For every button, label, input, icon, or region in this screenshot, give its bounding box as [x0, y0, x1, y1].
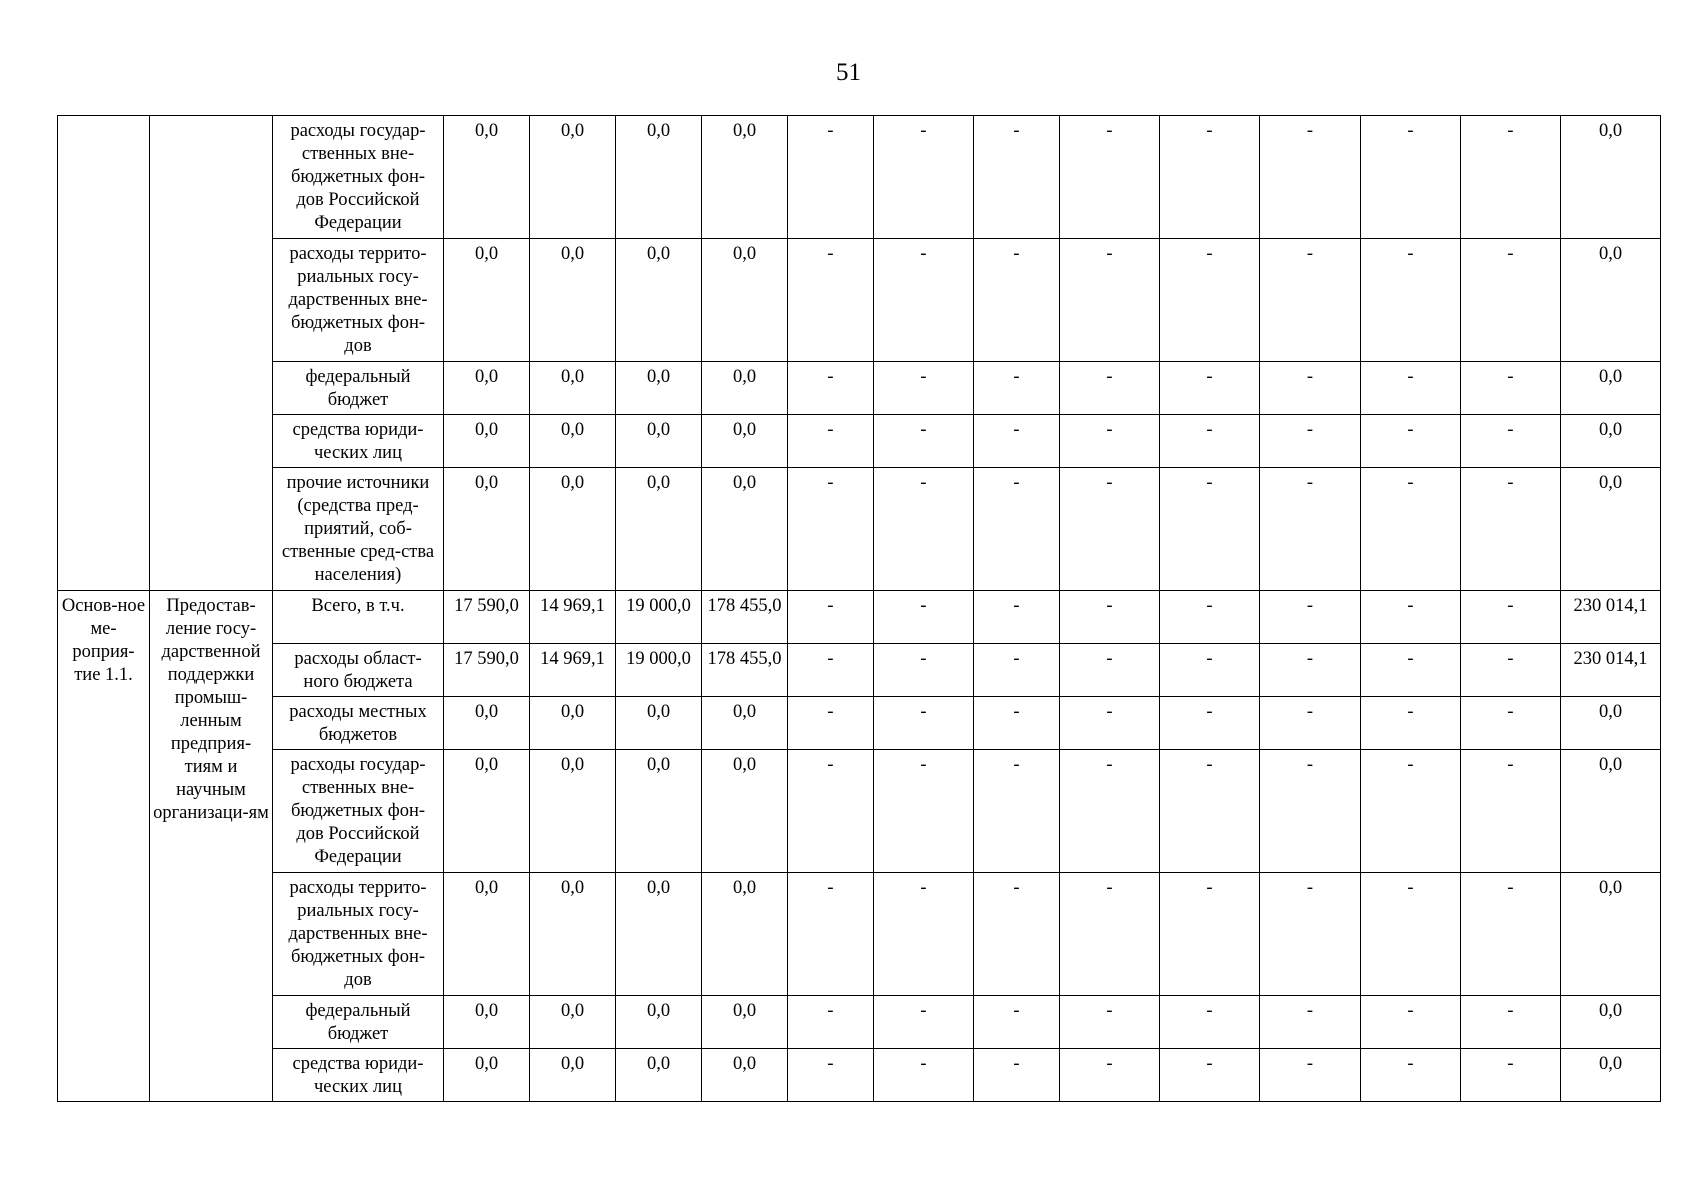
funding-source-cell: расходы государ-ственных вне-бюджетных фон-дов Российской Федерации: [273, 750, 444, 873]
value-cell: 178 455,0: [702, 644, 788, 697]
value-cell: 0,0: [1561, 697, 1661, 750]
value-cell: -: [1160, 644, 1260, 697]
value-cell: 14 969,1: [530, 644, 616, 697]
value-cell: -: [974, 873, 1060, 996]
value-cell: 0,0: [616, 996, 702, 1049]
value-cell: -: [1060, 468, 1160, 591]
value-cell: 0,0: [444, 1049, 530, 1102]
value-cell: 19 000,0: [616, 591, 702, 644]
value-cell: 0,0: [1561, 362, 1661, 415]
value-cell: -: [1160, 468, 1260, 591]
value-cell: 0,0: [444, 697, 530, 750]
value-cell: -: [1160, 591, 1260, 644]
value-cell: 0,0: [530, 362, 616, 415]
value-cell: -: [788, 996, 874, 1049]
funding-source-cell: расходы государ-ственных вне-бюджетных фон-дов Российской Федерации: [273, 116, 444, 239]
value-cell: -: [974, 591, 1060, 644]
table-row: [58, 873, 1661, 996]
funding-source-cell: федеральный бюджет: [273, 362, 444, 415]
value-cell: 0,0: [1561, 239, 1661, 362]
value-cell: 0,0: [616, 468, 702, 591]
value-cell: -: [1260, 996, 1361, 1049]
value-cell: -: [1060, 873, 1160, 996]
funding-source-cell: средства юриди-ческих лиц: [273, 1049, 444, 1102]
value-cell: -: [1160, 750, 1260, 873]
value-cell: 0,0: [702, 873, 788, 996]
value-cell: -: [788, 644, 874, 697]
table-row: [58, 750, 1661, 873]
value-cell: 0,0: [1561, 996, 1661, 1049]
value-cell: -: [1461, 996, 1561, 1049]
value-cell: 0,0: [530, 415, 616, 468]
value-cell: -: [1361, 362, 1461, 415]
value-cell: -: [1260, 750, 1361, 873]
value-cell: -: [1361, 644, 1461, 697]
table-row: [58, 644, 1661, 697]
table-row: [58, 1049, 1661, 1102]
value-cell: -: [974, 415, 1060, 468]
value-cell: -: [1361, 697, 1461, 750]
value-cell: -: [1461, 750, 1561, 873]
value-cell: 0,0: [530, 468, 616, 591]
value-cell: -: [1160, 116, 1260, 239]
value-cell: -: [788, 362, 874, 415]
value-cell: 0,0: [1561, 415, 1661, 468]
value-cell: 0,0: [616, 415, 702, 468]
value-cell: -: [1461, 239, 1561, 362]
funding-source-cell: прочие источники (средства пред-приятий, соб-ственные сред-ства населения): [273, 468, 444, 591]
value-cell: -: [1060, 116, 1160, 239]
value-cell: -: [1060, 415, 1160, 468]
value-cell: -: [1461, 1049, 1561, 1102]
value-cell: 0,0: [702, 415, 788, 468]
value-cell: -: [788, 116, 874, 239]
funding-source-cell: средства юриди-ческих лиц: [273, 415, 444, 468]
value-cell: -: [1260, 873, 1361, 996]
value-cell: -: [1361, 415, 1461, 468]
value-cell: -: [1160, 415, 1260, 468]
table-row: [58, 362, 1661, 415]
value-cell: -: [1361, 1049, 1461, 1102]
measure-cell: [58, 116, 150, 591]
value-cell: -: [1461, 697, 1561, 750]
value-cell: 0,0: [1561, 468, 1661, 591]
value-cell: -: [874, 415, 974, 468]
value-cell: -: [1260, 362, 1361, 415]
value-cell: 0,0: [702, 468, 788, 591]
funding-source-cell: расходы террито-риальных госу-дарственных вне-бюджетных фон-дов: [273, 873, 444, 996]
value-cell: -: [1461, 591, 1561, 644]
value-cell: -: [788, 239, 874, 362]
value-cell: 0,0: [444, 415, 530, 468]
value-cell: -: [1260, 1049, 1361, 1102]
value-cell: -: [874, 591, 974, 644]
value-cell: -: [1160, 362, 1260, 415]
page-number: 51: [836, 59, 861, 86]
value-cell: 0,0: [702, 750, 788, 873]
value-cell: -: [874, 362, 974, 415]
value-cell: -: [1461, 644, 1561, 697]
value-cell: -: [788, 697, 874, 750]
value-cell: 0,0: [530, 239, 616, 362]
value-cell: -: [1361, 750, 1461, 873]
value-cell: 14 969,1: [530, 591, 616, 644]
value-cell: 0,0: [444, 996, 530, 1049]
value-cell: -: [1461, 873, 1561, 996]
value-cell: 0,0: [702, 116, 788, 239]
value-cell: -: [874, 1049, 974, 1102]
value-cell: 0,0: [702, 362, 788, 415]
funding-source-cell: Всего, в т.ч.: [273, 591, 444, 644]
measure-name-cell: Предостав-ление госу-дарственной поддержки промыш-ленным предприя-тиям и научным организаци-ям: [150, 591, 273, 1102]
table-row: [58, 468, 1661, 591]
value-cell: -: [974, 697, 1060, 750]
value-cell: -: [788, 1049, 874, 1102]
value-cell: -: [788, 591, 874, 644]
value-cell: 0,0: [530, 750, 616, 873]
value-cell: -: [1060, 362, 1160, 415]
measure-name-cell: [150, 116, 273, 591]
value-cell: 0,0: [530, 697, 616, 750]
value-cell: -: [1260, 468, 1361, 591]
value-cell: -: [1260, 116, 1361, 239]
value-cell: 19 000,0: [616, 644, 702, 697]
value-cell: 0,0: [444, 362, 530, 415]
value-cell: -: [788, 415, 874, 468]
value-cell: -: [1060, 644, 1160, 697]
table-row: [58, 591, 1661, 644]
value-cell: -: [874, 873, 974, 996]
value-cell: -: [1461, 468, 1561, 591]
value-cell: -: [1361, 468, 1461, 591]
value-cell: -: [1461, 362, 1561, 415]
value-cell: -: [974, 644, 1060, 697]
value-cell: -: [1461, 116, 1561, 239]
value-cell: -: [874, 468, 974, 591]
value-cell: -: [974, 1049, 1060, 1102]
value-cell: 0,0: [530, 996, 616, 1049]
value-cell: -: [1060, 1049, 1160, 1102]
value-cell: 0,0: [616, 1049, 702, 1102]
value-cell: 0,0: [702, 239, 788, 362]
value-cell: 0,0: [444, 873, 530, 996]
value-cell: -: [1060, 591, 1160, 644]
value-cell: -: [874, 116, 974, 239]
value-cell: 0,0: [444, 468, 530, 591]
value-cell: 17 590,0: [444, 644, 530, 697]
value-cell: 0,0: [702, 996, 788, 1049]
value-cell: -: [974, 116, 1060, 239]
table-row: [58, 116, 1661, 239]
value-cell: -: [1361, 116, 1461, 239]
value-cell: 0,0: [616, 750, 702, 873]
table-row: [58, 697, 1661, 750]
value-cell: 0,0: [1561, 116, 1661, 239]
value-cell: -: [974, 362, 1060, 415]
value-cell: 0,0: [616, 873, 702, 996]
value-cell: -: [974, 750, 1060, 873]
value-cell: -: [1260, 591, 1361, 644]
value-cell: -: [1060, 750, 1160, 873]
funding-source-cell: федеральный бюджет: [273, 996, 444, 1049]
value-cell: -: [1160, 873, 1260, 996]
value-cell: 0,0: [616, 239, 702, 362]
table-row: [58, 996, 1661, 1049]
value-cell: 178 455,0: [702, 591, 788, 644]
value-cell: -: [1361, 996, 1461, 1049]
value-cell: -: [874, 996, 974, 1049]
value-cell: -: [1461, 415, 1561, 468]
value-cell: -: [1361, 873, 1461, 996]
value-cell: 17 590,0: [444, 591, 530, 644]
value-cell: -: [1160, 1049, 1260, 1102]
value-cell: -: [974, 996, 1060, 1049]
funding-source-cell: расходы террито-риальных госу-дарственных вне-бюджетных фон-дов: [273, 239, 444, 362]
value-cell: -: [788, 468, 874, 591]
value-cell: -: [788, 750, 874, 873]
value-cell: -: [974, 468, 1060, 591]
value-cell: 0,0: [702, 697, 788, 750]
table-row: [58, 415, 1661, 468]
value-cell: 0,0: [530, 873, 616, 996]
value-cell: -: [1260, 415, 1361, 468]
value-cell: -: [1160, 697, 1260, 750]
value-cell: -: [1260, 644, 1361, 697]
value-cell: 0,0: [616, 116, 702, 239]
value-cell: -: [874, 697, 974, 750]
value-cell: 0,0: [616, 362, 702, 415]
value-cell: -: [1260, 697, 1361, 750]
value-cell: -: [788, 873, 874, 996]
value-cell: 0,0: [702, 1049, 788, 1102]
value-cell: -: [1060, 996, 1160, 1049]
budget-table: [57, 115, 1661, 1102]
value-cell: -: [1361, 239, 1461, 362]
measure-cell: Основ-ное ме-роприя-тие 1.1.: [58, 591, 150, 1102]
table-row: [58, 239, 1661, 362]
value-cell: -: [874, 750, 974, 873]
value-cell: 0,0: [530, 1049, 616, 1102]
value-cell: 0,0: [1561, 1049, 1661, 1102]
value-cell: -: [874, 644, 974, 697]
funding-source-cell: расходы област-ного бюджета: [273, 644, 444, 697]
value-cell: -: [1060, 697, 1160, 750]
value-cell: 0,0: [530, 116, 616, 239]
value-cell: 0,0: [1561, 750, 1661, 873]
value-cell: -: [1260, 239, 1361, 362]
value-cell: -: [1060, 239, 1160, 362]
value-cell: 0,0: [444, 239, 530, 362]
value-cell: 0,0: [616, 697, 702, 750]
value-cell: -: [1160, 996, 1260, 1049]
value-cell: -: [1361, 591, 1461, 644]
value-cell: -: [974, 239, 1060, 362]
value-cell: -: [874, 239, 974, 362]
value-cell: 0,0: [1561, 873, 1661, 996]
value-cell: -: [1160, 239, 1260, 362]
funding-source-cell: расходы местных бюджетов: [273, 697, 444, 750]
value-cell: 230 014,1: [1561, 644, 1661, 697]
value-cell: 0,0: [444, 750, 530, 873]
value-cell: 230 014,1: [1561, 591, 1661, 644]
value-cell: 0,0: [444, 116, 530, 239]
